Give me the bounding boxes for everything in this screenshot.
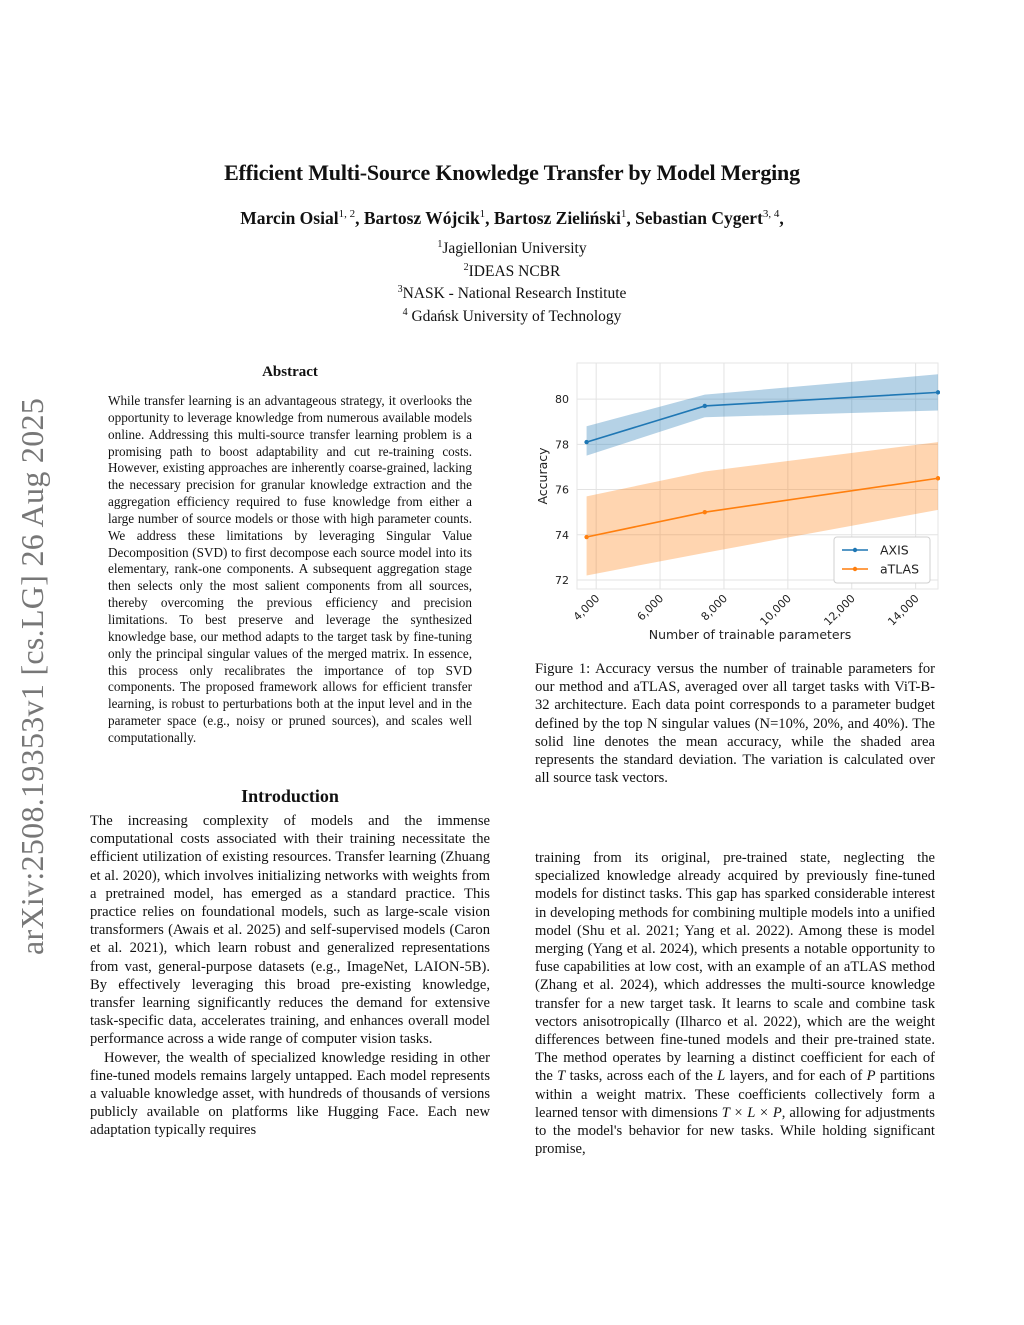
data-point-atlas: [936, 476, 940, 480]
paragraph: However, the wealth of specialized knowledge residing in other fine-tuned models remains largely untapped. Each model represents a valuable knowledge asset, with hundreds of thousands of versions publicly available on platforms like Hugging Face. Each new adaptation typically requires: [90, 1049, 490, 1139]
x-tick-labels: [571, 592, 922, 628]
author: Bartosz Wójcik$^1$,: [363, 208, 494, 228]
data-point-atlas: [703, 510, 707, 514]
chart-legend: [834, 537, 930, 583]
data-point-axis: [703, 404, 707, 408]
math-expression: T × L × P: [721, 1104, 782, 1121]
y-tick-label: 80: [555, 393, 569, 407]
data-point-axis: [584, 440, 588, 444]
figure-caption: Figure 1: Accuracy versus the number of trainable parameters for our method and aTLAS, averaged over all target tasks with ViT-B-32 architecture. Each data point corresponds to a parameter budget defined by the top N singular values (N=10%, 20%, and 40%). The solid line denotes the mean accuracy, while the shaded area represents the standard deviation. The variation is calculated over all source task vectors.: [535, 661, 935, 787]
accuracy-chart: [530, 355, 940, 647]
abstract-text: While transfer learning is an advantageous strategy, it overlooks the opportunity to leverage knowledge from numerous available models online. Addressing this multi-source transfer learning problem is a promising path to boost adaptability and cut re-training costs. However, existing approaches are inherently coarse-grained, lacking the necessary precision for granular knowledge extraction and the aggregation efficiency required to fuse knowledge from either a large number of source models or those with high parameter counts. We address these limitations by leveraging Singular Value Decomposition (SVD) to first decompose each source model into its elementary, rank-one components. A subsequent aggregation stage then selects only the most salient components from all sources, thereby overcoming the previous efficiency and precision limitations. To best preserve and leverage the synthesized knowledge base, our method adapts to the target task by fine-tuning only the principal singular values of the merged matrix. In essence, this process only recalibrates the importance of top SVD components. The proposed framework allows for efficient transfer learning, is robust to perturbations both at the input level and in the parameter space (e.g., noisy or pruned sources), and scales well computationally.: [108, 393, 472, 745]
introduction-heading: Introduction: [241, 786, 339, 806]
affiliation: $^1$Jagiellonian University: [437, 239, 587, 258]
x-tick-label: 8,000: [698, 591, 731, 624]
x-axis-label: Number of trainable parameters: [648, 627, 852, 642]
legend-marker-axis: [853, 548, 857, 552]
math-var: T: [557, 1068, 566, 1085]
affiliation: $^4$ Gdańsk University of Technology: [402, 306, 622, 326]
data-point-axis: [936, 390, 940, 394]
y-tick-label: 76: [555, 483, 569, 497]
legend-label-axis: AXIS: [880, 542, 909, 558]
x-tick-label: 10,000: [757, 591, 794, 629]
affiliations: [0, 236, 1024, 327]
author: Bartosz Zieliński$^1$,: [493, 208, 636, 228]
affiliation: $^2$IDEAS NCBR: [463, 261, 561, 280]
x-tick-label: 14,000: [885, 591, 922, 629]
author: Sebastian Cygert$^{3, 4}$,: [635, 208, 784, 228]
abstract-heading: Abstract: [262, 364, 318, 380]
y-tick-label: 72: [555, 573, 569, 587]
y-tick-labels: [555, 393, 569, 587]
arxiv-identifier: arXiv:2508.19353v1 [cs.LG] 26 Aug 2025: [14, 397, 50, 955]
math-var: P: [866, 1068, 876, 1085]
paragraph: training from its original, pre-trained state, neglecting the specialized knowledge already acquired by previously fine-tuned models for distinct tasks. This gap has sparked considerable interest in developing methods for combining multiple models into a unified model (Shu et al. 2021; Yang et al. 2022). Among these is model merging (Yang et al. 2024), which presents a notable opportunity to fuse capabilities at low cost, with an example of an aTLAS method (Zhang et al. 2024), which addresses the multi-source knowledge transfer for a new target task. It learns to scale and combine task vectors anisotropically (Ilharco et al. 2022), which are the weight differences between fine-tuned models and their pre-trained state. The method operates by learning a distinct coefficient for each of the T tasks, across each of the L layers, and for each of P partitions within a weight matrix. These coefficients collectively form a learned tensor with dimensions T × L × P, allowing for adjustments to the model's behavior for new tasks. While holding significant promise,: [535, 850, 935, 1158]
data-point-atlas: [584, 535, 588, 539]
author-list: [0, 208, 1024, 229]
y-tick-label: 74: [555, 528, 569, 542]
math-var: L: [717, 1068, 726, 1085]
author: Marcin Osial$^{1, 2}$,: [240, 208, 364, 228]
paragraph: The increasing complexity of models and the immense computational costs associated with their training necessitate the efficient utilization of existing resources. Transfer learning (Zhuang et al. 2020), which involves initializing networks with weights from a pretrained model, has emerged as a standard practice. This practice relies on foundational models, such as large-scale vision transformers (Awais et al. 2025) and self-supervised models (Caron et al. 2021), which learn robust and generalized representations from vast, general-purpose datasets (e.g., ImageNet, LAION-5B). By effectively leveraging this broad pre-existing knowledge, transfer learning significantly reduces the demand for extensive task-specific data, accelerates training, and enhances overall model performance across a wide range of computer vision tasks.: [90, 813, 490, 1048]
paper-title: Efficient Multi-Source Knowledge Transfer by Model Merging: [224, 160, 800, 185]
legend-label-atlas: aTLAS: [880, 561, 920, 577]
affiliation: $^3$NASK - National Research Institute: [397, 284, 627, 303]
y-axis-label: Accuracy: [535, 447, 550, 505]
legend-marker-atlas: [853, 567, 857, 571]
y-tick-label: 78: [555, 438, 569, 452]
x-tick-label: 12,000: [821, 591, 858, 629]
introduction-body: [90, 812, 490, 1140]
x-tick-label: 4,000: [570, 591, 603, 624]
x-tick-label: 6,000: [634, 591, 667, 624]
right-column-body: [535, 849, 935, 1158]
